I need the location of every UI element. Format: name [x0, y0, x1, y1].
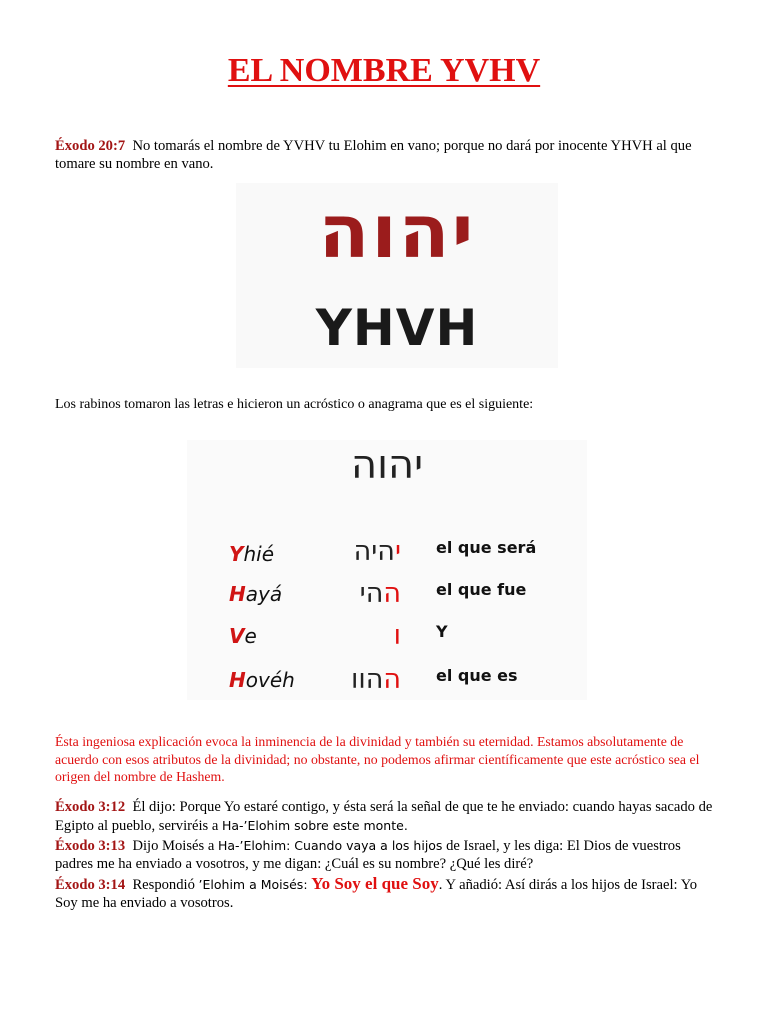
- verse-reference: Éxodo 3:14: [55, 877, 126, 893]
- verse-exodo-3-12: [55, 799, 715, 835]
- verse-text-pre: Respondió: [132, 877, 195, 893]
- verse-text-pre: Dijo Moisés a: [132, 838, 215, 854]
- acrostic-meaning: el que fue: [436, 580, 527, 599]
- highlight-quote: Yo Soy el que Soy: [311, 874, 439, 893]
- verse-text: de Israel, y les diga: El Dios de vuestros padres me ha enviado a vosotros, y me digan: ¿Cuál es su nombre? ¿Qué les diré?: [55, 838, 681, 872]
- acrostic-image: [187, 440, 587, 700]
- acrostic-meaning: Y: [436, 622, 448, 641]
- verse-reference: Éxodo 20:7: [55, 138, 126, 154]
- acrostic-word: Ve: [229, 624, 257, 648]
- verse-text: . Y añadió: Así dirás a los hijos de Israel: Yo Soy me ha enviado a vosotros.: [55, 877, 698, 911]
- intro-text: Los rabinos tomaron las letras e hicieron un acróstico o anagrama que es el siguiente:: [55, 397, 534, 412]
- verse-text-sans: ’Elohim a Moisés:: [198, 877, 308, 892]
- verse-exodo-20-7: [55, 138, 715, 173]
- verse-text-sans: Ha-’Elohim: Cuando vaya a los hijos: [217, 838, 443, 853]
- acrostic-row: [187, 666, 587, 706]
- acrostic-hebrew-title: יהוה: [350, 442, 424, 488]
- acrostic-meaning: el que es: [436, 666, 518, 685]
- verse-text: Él dijo: Porque Yo estaré contigo, y ésta será la señal de que te he enviado: cuando hayas sacado de Egipto al pueblo, serviréis a: [55, 799, 713, 834]
- hebrew-name: יהוה: [318, 189, 476, 275]
- verse-reference: Éxodo 3:12: [55, 799, 126, 815]
- acrostic-hebrew: יהיה: [353, 536, 401, 567]
- verse-exodo-3-14: [55, 875, 715, 912]
- acrostic-word: Hayá: [229, 582, 283, 606]
- yhvh-image: [236, 183, 558, 368]
- acrostic-row: [187, 622, 587, 662]
- verse-text: No tomarás el nombre de YVHV tu Elohim en vano; porque no dará por inocente YHVH al que tomare su nombre en vano.: [55, 138, 692, 172]
- acrostic-row: [187, 538, 587, 578]
- latin-name: YHVH: [315, 299, 479, 357]
- verse-exodo-3-13: [55, 837, 715, 873]
- verse-reference: Éxodo 3:13: [55, 838, 126, 854]
- acrostic-word: Yhié: [229, 542, 275, 566]
- acrostic-hebrew: ההוו: [351, 664, 401, 695]
- acrostic-hebrew: ההי: [359, 578, 401, 609]
- acrostic-hebrew: ו: [393, 620, 401, 651]
- verse-text-tail: Ha-’Elohim sobre este monte.: [221, 817, 408, 833]
- explanation-paragraph: Ésta ingeniosa explicación evoca la inminencia de la divinidad y también su eternidad. Estamos absolutamente de acuerdo con esos atributos de la divinidad; no obstante, no podemos afirmar científicamente que este acróstico sea el origen del nombre de Hashem.: [55, 734, 700, 784]
- acrostic-row: [187, 580, 587, 620]
- acrostic-meaning: el que será: [436, 538, 537, 557]
- acrostic-word: Hovéh: [229, 668, 295, 692]
- page-title: EL NOMBRE YVHV: [227, 52, 541, 89]
